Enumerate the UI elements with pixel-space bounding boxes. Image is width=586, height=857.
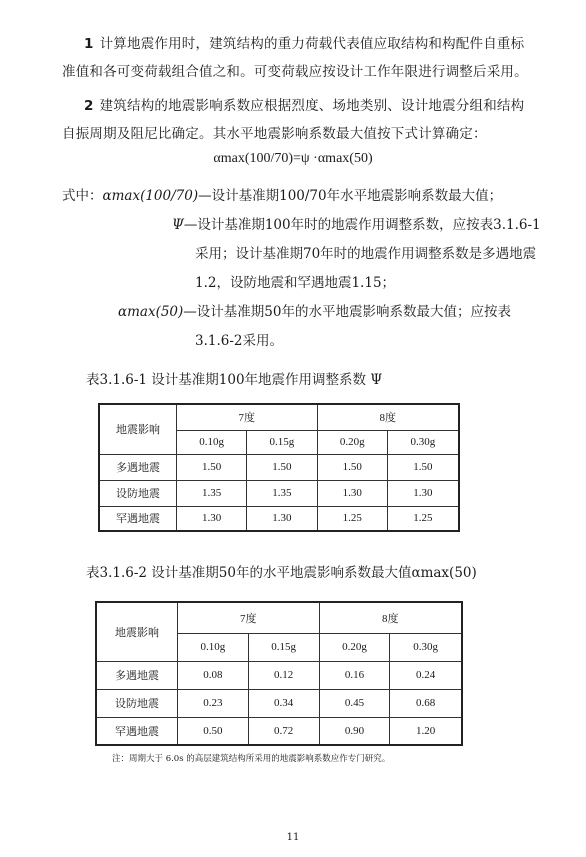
table-cell: 1.30 — [317, 480, 387, 506]
table-cell: 1.35 — [247, 480, 317, 506]
table-2-caption: 表3.1.6-2 设计基准期50年的水平地震影响系数最大值αmax(50) — [86, 565, 477, 581]
table-subheader: 0.10g — [177, 430, 247, 454]
table-row — [99, 480, 459, 506]
row-label: 设防地震 — [99, 480, 177, 506]
table-row — [96, 689, 462, 717]
table-row — [96, 661, 462, 689]
table-1 — [98, 403, 460, 532]
table-subheader: 0.30g — [390, 633, 462, 661]
paragraph-number: 2 — [84, 98, 94, 114]
table-subheader: 0.10g — [178, 633, 249, 661]
definition-text: —设计基准期100/70年水平地震影响系数最大值； — [198, 188, 503, 204]
row-label: 罕遇地震 — [96, 717, 178, 745]
row-label: 多遇地震 — [96, 661, 178, 689]
definition-text: —设计基准期50年的水平地震影响系数最大值；应按表 — [183, 304, 511, 320]
formula: αmax(100/70)=ψ ·αmax(50) — [213, 151, 373, 166]
definition-3 — [118, 300, 511, 320]
table-subheader: 0.20g — [317, 430, 387, 454]
paragraph-text: 计算地震作用时，建筑结构的重力荷载代表值应取结构和构配件自重标 — [99, 36, 525, 52]
table-group-header: 7度 — [178, 602, 320, 633]
paragraph-number: 1 — [84, 36, 94, 52]
table-cell: 0.24 — [390, 661, 462, 689]
paragraph-text: 准值和各可变荷载组合值之和。可变荷载应按设计工作年限进行调整后采用。 — [62, 64, 528, 80]
table-row — [96, 717, 462, 745]
table-subheader: 0.20g — [319, 633, 390, 661]
table-subheader: 0.15g — [247, 430, 317, 454]
table-subheader: 0.30g — [387, 430, 459, 454]
table-cell: 0.50 — [178, 717, 249, 745]
table-cell: 0.45 — [319, 689, 390, 717]
definition-2-cont: 1.2，设防地震和罕遇地震1.15； — [195, 275, 396, 291]
paragraph-1 — [62, 30, 542, 86]
row-label: 多遇地震 — [99, 454, 177, 480]
table-cell: 0.08 — [178, 661, 249, 689]
table-corner-header: 地震影响 — [96, 602, 178, 661]
table-cell: 0.68 — [390, 689, 462, 717]
table-cell: 1.35 — [177, 480, 247, 506]
row-label: 设防地震 — [96, 689, 178, 717]
table-cell: 1.20 — [390, 717, 462, 745]
table-cell: 0.23 — [178, 689, 249, 717]
table-cell: 0.12 — [248, 661, 319, 689]
row-label: 罕遇地震 — [99, 506, 177, 531]
paragraph-2 — [62, 92, 542, 148]
table-note: 注：周期大于 6.0s 的高层建筑结构所采用的地震影响系数应作专门研究。 — [112, 754, 391, 764]
table-cell: 1.50 — [317, 454, 387, 480]
definition-3-cont: 3.1.6-2采用。 — [195, 333, 284, 349]
table-2 — [95, 601, 463, 746]
table-group-header: 8度 — [317, 404, 459, 430]
definition-1 — [62, 184, 502, 204]
table-cell: 0.34 — [248, 689, 319, 717]
table-cell: 1.50 — [247, 454, 317, 480]
table-corner-header: 地震影响 — [99, 404, 177, 454]
paragraph-text: 自振周期及阻尼比确定。其水平地震影响系数最大值按下式计算确定： — [62, 126, 487, 142]
definition-2 — [172, 213, 541, 233]
table-cell: 1.30 — [177, 506, 247, 531]
table-1-caption: 表3.1.6-1 设计基准期100年地震作用调整系数 Ψ — [86, 372, 383, 388]
paragraph-text: 建筑结构的地震影响系数应根据烈度、场地类别、设计地震分组和结构 — [99, 98, 525, 114]
table-subheader: 0.15g — [248, 633, 319, 661]
definitions-intro: 式中： — [62, 188, 103, 204]
table-cell: 1.50 — [387, 454, 459, 480]
definition-2-cont: 采用；设计基准期70年时的地震作用调整系数是多遇地震 — [195, 246, 537, 262]
table-cell: 1.30 — [387, 480, 459, 506]
table-group-header: 7度 — [177, 404, 318, 430]
table-row — [99, 454, 459, 480]
table-cell: 0.16 — [319, 661, 390, 689]
page-number: 11 — [286, 832, 300, 843]
table-cell: 0.72 — [248, 717, 319, 745]
table-cell: 1.50 — [177, 454, 247, 480]
table-cell: 1.30 — [247, 506, 317, 531]
alpha-max-symbol: αmax(50) — [118, 304, 184, 320]
table-row — [99, 506, 459, 531]
table-cell: 0.90 — [319, 717, 390, 745]
alpha-max-symbol: αmax(100/70) — [102, 188, 199, 204]
table-group-header: 8度 — [319, 602, 462, 633]
table-cell: 1.25 — [317, 506, 387, 531]
table-cell: 1.25 — [387, 506, 459, 531]
definition-text: —设计基准期100年时的地震作用调整系数，应按表3.1.6-1 — [183, 217, 541, 233]
psi-symbol: Ψ — [172, 217, 184, 233]
